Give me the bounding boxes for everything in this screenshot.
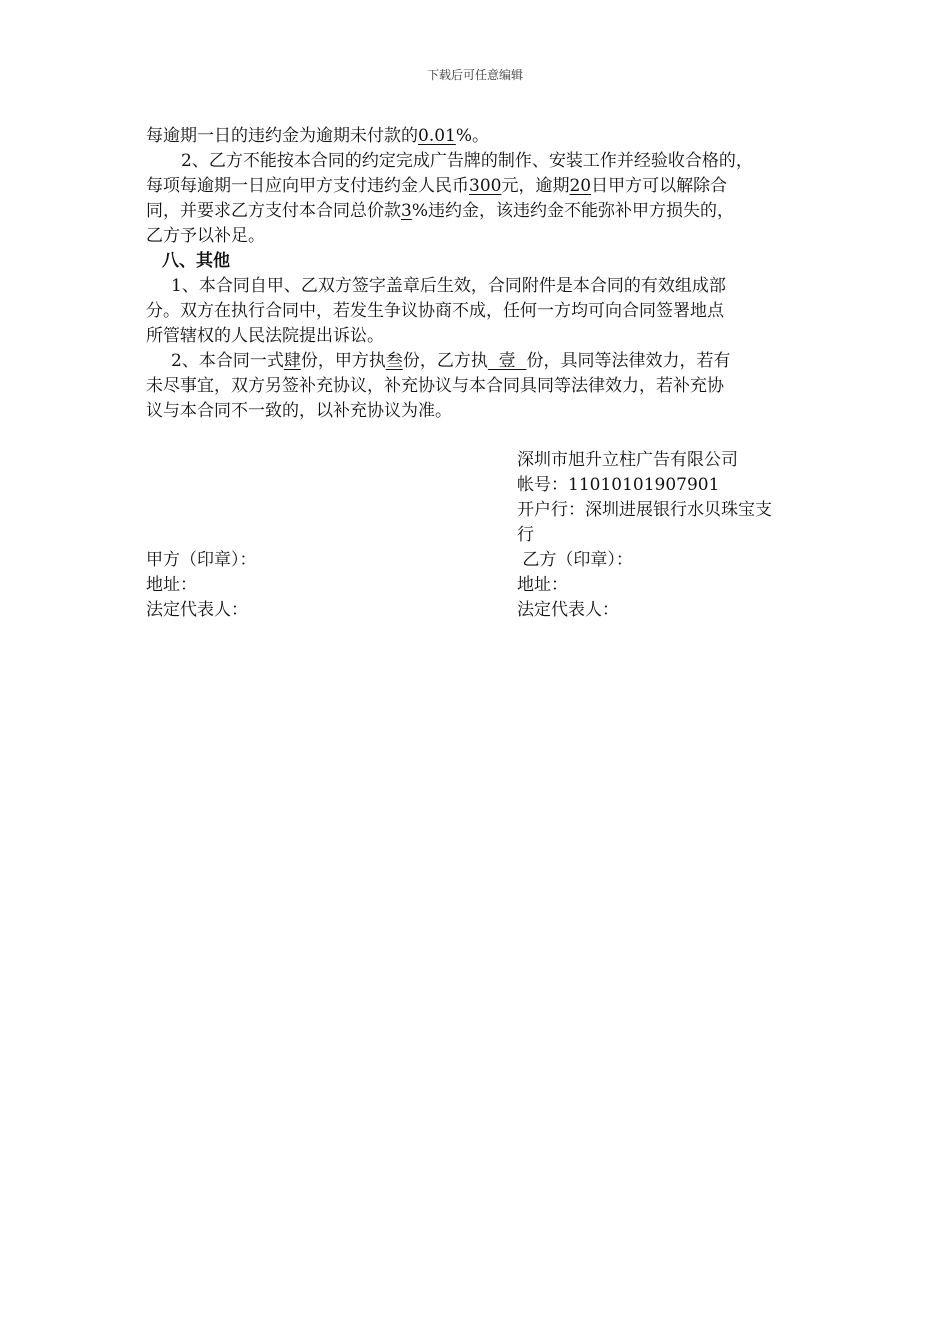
party-b-seal: 乙方（印章）： — [517, 550, 633, 570]
company-info — [517, 448, 772, 548]
party-a-representative: 法定代表人： — [146, 600, 248, 620]
company-account: 帐号：11010101907901 — [517, 475, 720, 495]
page-header-note: 下载后可任意编辑 — [426, 68, 523, 82]
section-8-clause-2: 2、本合同一式肆份，甲方执叁份，乙方执 壹 份，具同等法律效力，若有 未尽事宜，双方另签补充协议，补充协议与本合同具同等法律效力，若补充协 议与本合同不一致的，以补充协议为准。 — [146, 351, 731, 421]
party-b-representative: 法定代表人： — [517, 600, 619, 620]
company-bank-cont: 行 — [517, 525, 534, 545]
penalty-rate-value: 0.01 — [418, 126, 456, 146]
party-b-address: 地址： — [517, 575, 568, 595]
section-8-clause-1: 1、本合同自甲、乙双方签字盖章后生效，合同附件是本合同的有效组成部 分。双方在执行合同中，若发生争议协商不成，任何一方均可向合同签署地点 所管辖权的人民法院提出诉讼。 — [146, 276, 726, 346]
party-a-signature-block — [146, 548, 257, 623]
party-b-signature-block — [517, 548, 633, 623]
overdue-days: 20 — [569, 176, 592, 196]
clause-2-paragraph: 2、乙方不能按本合同的约定完成广告牌的制作、安装工作并经验收合格的， 每项每逾期一日应向甲方支付违约金人民币300元，逾期20日甲方可以解除合 同，并要求乙方支付本合同总价款3%违约金，该违约金不能弥补甲方损失的， 乙方予以补足。 — [146, 151, 753, 246]
party-b-copies: 壹 — [487, 351, 527, 371]
penalty-rate-paragraph: 每逾期一日的违约金为逾期未付款的0.01%。 — [146, 126, 490, 146]
company-bank: 开户行：深圳进展银行水贝珠宝支 — [517, 500, 772, 520]
party-a-seal: 甲方（印章）： — [146, 550, 257, 570]
contract-body — [146, 124, 814, 424]
party-a-address: 地址： — [146, 575, 197, 595]
total-penalty-percent: 3 — [401, 201, 412, 221]
party-a-copies: 叁 — [385, 351, 403, 371]
section-8-heading: 八、其他 — [162, 251, 230, 271]
daily-penalty-amount: 300 — [469, 176, 502, 196]
company-name: 深圳市旭升立柱广告有限公司 — [517, 450, 738, 470]
total-copies: 肆 — [283, 351, 301, 371]
